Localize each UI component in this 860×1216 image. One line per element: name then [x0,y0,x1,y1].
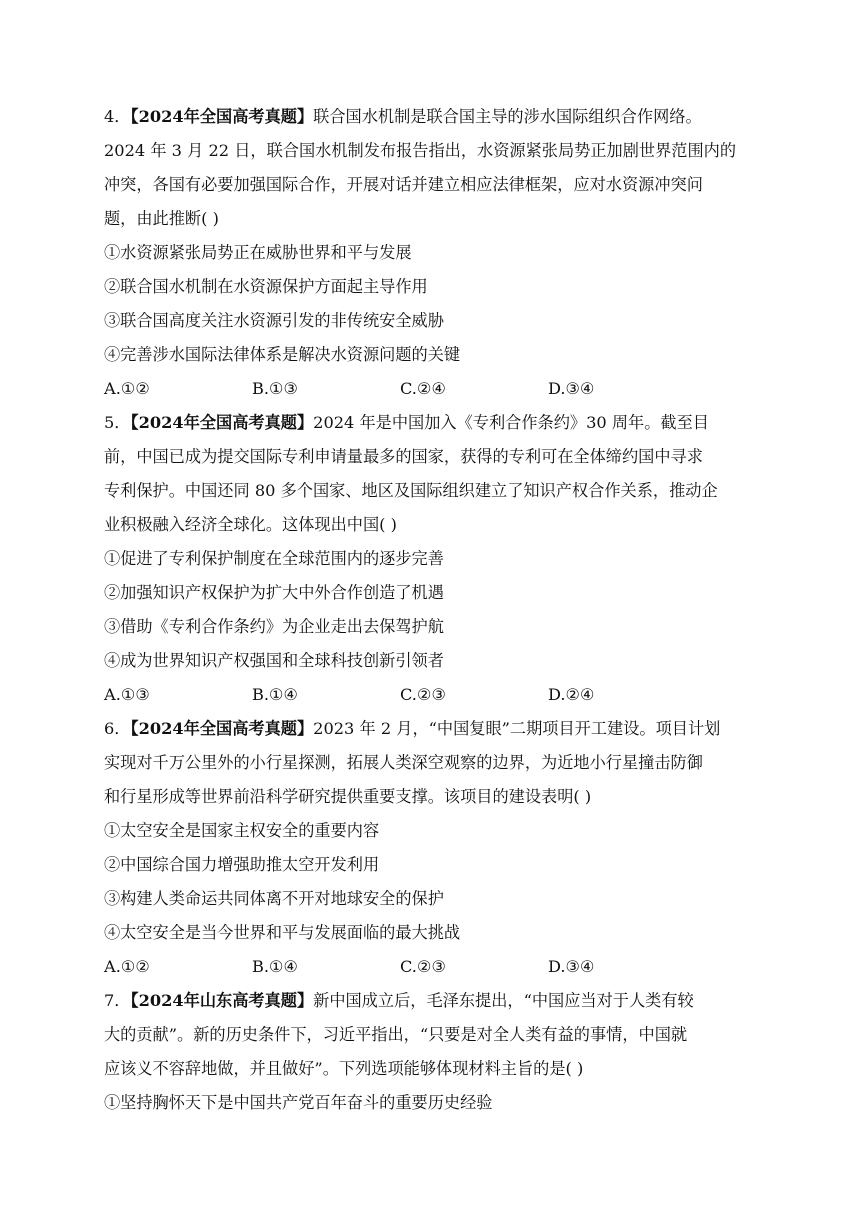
question-stem-line: 和行星形成等世界前沿科学研究提供重要支撑。该项目的建设表明( ) [104,787,592,806]
question-stem-line: 冲突，各国有必要加强国际合作，开展对话并建立相应法律框架，应对水资源冲突问 [104,175,703,194]
answer-options [104,678,764,712]
statement-item: ②加强知识产权保护为扩大中外合作创造了机遇 [104,583,444,602]
statement-item: ④太空安全是当今世界和平与发展面临的最大挑战 [104,923,461,942]
option-a: A.①② [104,379,150,398]
statement-item: ③构建人类命运共同体离不开对地球安全的保护 [104,889,444,908]
question-stem-line: 大的贡献”。新的历史条件下，习近平指出，“只要是对全人类有益的事情，中国就 [104,1025,688,1044]
option-c: C.②③ [400,685,446,704]
option-a: A.①② [104,957,150,976]
option-c: C.②④ [400,379,446,398]
statement-item: ②联合国水机制在水资源保护方面起主导作用 [104,277,428,296]
option-d: D.③④ [548,957,595,976]
option-b: B.①③ [252,379,299,398]
statement-item: ①太空安全是国家主权安全的重要内容 [104,821,380,840]
question-stem-line: 2024 年是中国加入《专利合作条约》30 周年。截至目 [313,413,709,432]
option-d: D.③④ [548,379,595,398]
option-b: B.①④ [252,957,299,976]
statement-item: ④成为世界知识产权强国和全球科技创新引领者 [104,651,444,670]
question-7 [104,984,764,1120]
statement-item: ①水资源紧张局势正在威胁世界和平与发展 [104,243,412,262]
statement-item: ①促进了专利保护制度在全球范围内的逐步完善 [104,549,444,568]
document-page [104,100,764,1120]
question-4 [104,100,764,406]
question-stem-line: 2024 年 3 月 22 日，联合国水机制发布报告指出，水资源紧张局势正加剧世界范围内的 [104,141,737,160]
question-stem-line: 新中国成立后，毛泽东提出，“中国应当对于人类有较 [313,991,694,1010]
question-number: 5． [104,413,131,432]
question-number: 4． [104,107,131,126]
question-source: 【2024年全国高考真题】 [130,413,314,432]
statement-item: ③联合国高度关注水资源引发的非传统安全威胁 [104,311,444,330]
option-b: B.①④ [252,685,299,704]
question-stem-line: 题，由此推断( ) [104,209,219,228]
question-stem-line: 联合国水机制是联合国主导的涉水国际组织合作网络。 [313,107,702,126]
option-d: D.②④ [548,685,595,704]
statement-item: ③借助《专利合作条约》为企业走出去保驾护航 [104,617,444,636]
question-number: 6． [104,719,131,738]
question-source: 【2024年全国高考真题】 [130,719,314,738]
question-stem-line: 前，中国已成为提交国际专利申请量最多的国家，获得的专利可在全体缔约国中寻求 [104,447,703,466]
question-6 [104,712,764,984]
statement-item: ②中国综合国力增强助推太空开发利用 [104,855,380,874]
answer-options [104,372,764,406]
question-stem-line: 业积极融入经济全球化。这体现出中国( ) [104,515,397,534]
question-source: 【2024年山东高考真题】 [130,991,314,1010]
statement-item: ①坚持胸怀天下是中国共产党百年奋斗的重要历史经验 [104,1093,493,1112]
question-stem-line: 实现对千万公里外的小行星探测，拓展人类深空观察的边界，为近地小行星撞击防御 [104,753,703,772]
question-5 [104,406,764,712]
question-stem-line: 2023 年 2 月，“中国复眼”二期项目开工建设。项目计划 [313,719,721,738]
answer-options [104,950,764,984]
option-a: A.①③ [104,685,150,704]
option-c: C.②③ [400,957,446,976]
question-number: 7． [104,991,131,1010]
question-stem-line: 专利保护。中国还同 80 多个国家、地区及国际组织建立了知识产权合作关系，推动企 [104,481,718,500]
question-stem-line: 应该义不容辞地做，并且做好”。下列选项能够体现材料主旨的是( ) [104,1059,584,1078]
question-source: 【2024年全国高考真题】 [130,107,314,126]
statement-item: ④完善涉水国际法律体系是解决水资源问题的关键 [104,345,461,364]
